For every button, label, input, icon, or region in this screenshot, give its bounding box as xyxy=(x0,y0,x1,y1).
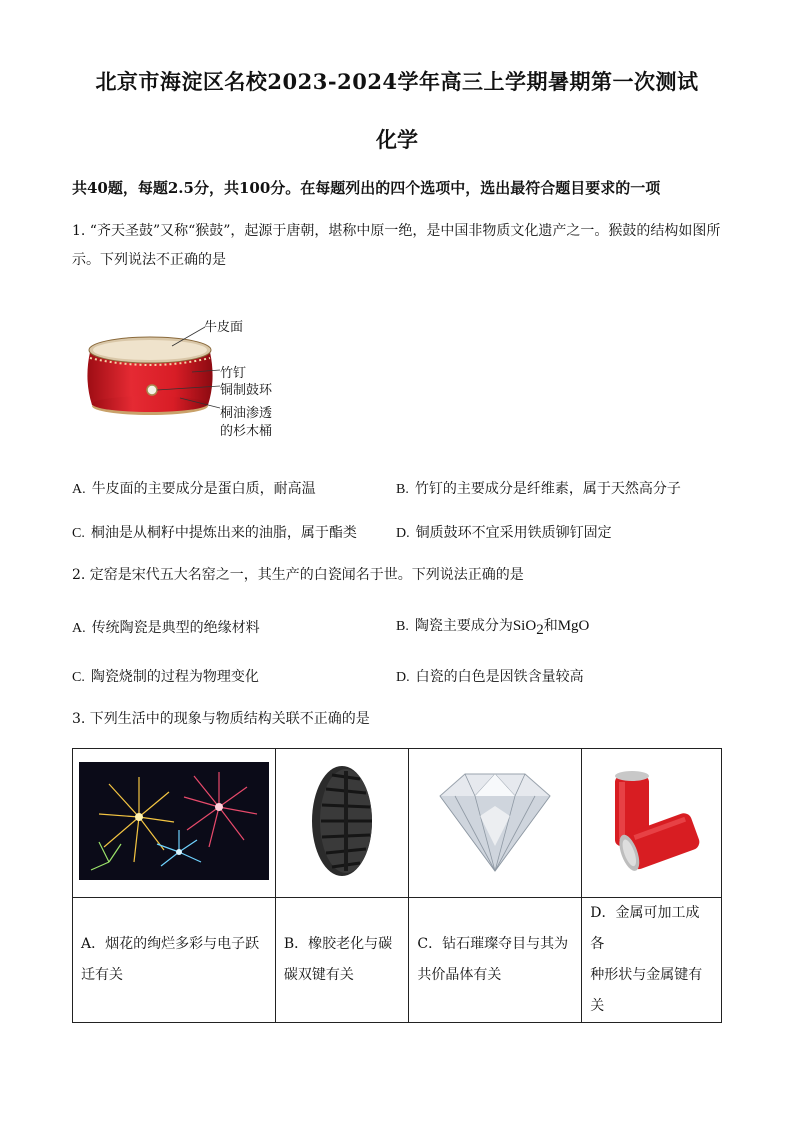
option-letter: A. xyxy=(72,621,86,636)
q1-option-b[interactable] xyxy=(396,478,681,498)
option-letter: D. xyxy=(396,670,410,685)
option-letter: B. xyxy=(396,482,409,497)
q1-option-d[interactable] xyxy=(396,522,612,542)
drum-figure xyxy=(80,310,300,440)
option-text: 传统陶瓷是典型的绝缘材料 xyxy=(91,620,260,636)
question-1-stem xyxy=(72,217,722,275)
question-1-stem-line-1: 1. “齐天圣鼓”又称“猴鼓”，起源于唐朝，堪称中原一绝，是中国非物质文化遗产之一。猴鼓的结构如图所 xyxy=(72,223,721,239)
option-text-line-1: D．金属可加工成各 xyxy=(590,905,700,952)
cell-tire-image xyxy=(275,749,409,898)
formula-subscript: 2 xyxy=(536,621,544,638)
label-cowhide-skin: 牛皮面 xyxy=(204,320,244,335)
q2-option-a[interactable] xyxy=(72,617,260,637)
option-letter: C. xyxy=(72,670,85,685)
option-text: 铜质鼓环不宜采用铁质铆钉固定 xyxy=(415,525,612,541)
table-text-row xyxy=(73,898,722,1023)
label-copper-ring: 铜制鼓环 xyxy=(220,383,273,398)
option-text-line-1: A．烟花的绚烂多彩与电子跃 xyxy=(81,936,260,952)
option-letter: B. xyxy=(396,619,409,634)
option-text: 陶瓷烧制的过程为物理变化 xyxy=(90,669,259,685)
subject-title: 化学 xyxy=(376,127,418,152)
formula-sio2: SiO xyxy=(512,618,537,634)
q3-option-d[interactable] xyxy=(582,898,722,1023)
q3-option-b[interactable] xyxy=(275,898,409,1023)
q2-option-b[interactable] xyxy=(396,615,589,639)
table-image-row xyxy=(73,749,722,898)
option-text-line-2: 迁有关 xyxy=(81,967,123,983)
fireworks-image xyxy=(79,762,269,880)
option-text-connector: 和 xyxy=(543,618,558,634)
q1-option-c[interactable] xyxy=(72,522,357,542)
option-letter: A. xyxy=(72,482,86,497)
option-text-line-1: B．橡胶老化与碳 xyxy=(283,936,393,952)
section-instruction: 共40题，每题2.5分，共100分。在每题列出的四个选项中，选出最符合题目要求的一项 xyxy=(72,179,661,197)
option-text: 陶瓷主要成分为 xyxy=(414,618,513,634)
option-text: 牛皮面的主要成分是蛋白质，耐高温 xyxy=(91,481,316,497)
option-text-line-1: C．钻石璀璨夺目与其为 xyxy=(417,936,569,952)
cell-diamond-image xyxy=(409,749,582,898)
q2-option-d[interactable] xyxy=(396,666,584,686)
soda-cans-image xyxy=(597,762,707,880)
q3-option-a[interactable] xyxy=(73,898,276,1023)
diamond-image xyxy=(420,766,570,876)
option-text-line-2: 种形状与金属键有 xyxy=(590,967,703,983)
option-text: 桐油是从桐籽中提炼出来的油脂，属于酯类 xyxy=(90,525,357,541)
q1-option-a[interactable] xyxy=(72,478,316,498)
option-text-line-2: 共价晶体有关 xyxy=(417,967,502,983)
option-letter: D. xyxy=(396,526,410,541)
option-text: 竹钉的主要成分是纤维素，属于天然高分子 xyxy=(414,481,681,497)
page-title: 北京市海淀区名校2023-2024学年高三上学期暑期第一次测试 xyxy=(95,69,699,94)
question-2-stem: 2. 定窑是宋代五大名窑之一，其生产的白瓷闻名于世。下列说法正确的是 xyxy=(72,567,524,583)
q2-option-c[interactable] xyxy=(72,666,259,686)
q3-option-c[interactable] xyxy=(409,898,582,1023)
formula-mgo: MgO xyxy=(557,618,590,634)
tire-image xyxy=(302,761,382,881)
option-text-line-2: 碳双键有关 xyxy=(283,967,354,983)
label-barrel-line-2: 的杉木桶 xyxy=(220,424,273,439)
question-3-table xyxy=(72,748,722,1023)
option-text: 白瓷的白色是因铁含量较高 xyxy=(415,669,584,685)
label-barrel-line-1: 桐油渗透 xyxy=(220,406,273,421)
option-letter: C. xyxy=(72,526,85,541)
cell-fireworks-image xyxy=(73,749,276,898)
cell-soda-cans-image xyxy=(582,749,722,898)
question-1-stem-line-2: 示。下列说法不正确的是 xyxy=(72,252,226,268)
label-bamboo-nail: 竹钉 xyxy=(220,366,247,381)
question-3-stem: 3. 下列生活中的现象与物质结构关联不正确的是 xyxy=(72,711,370,727)
option-text-line-3: 关 xyxy=(590,998,605,1014)
